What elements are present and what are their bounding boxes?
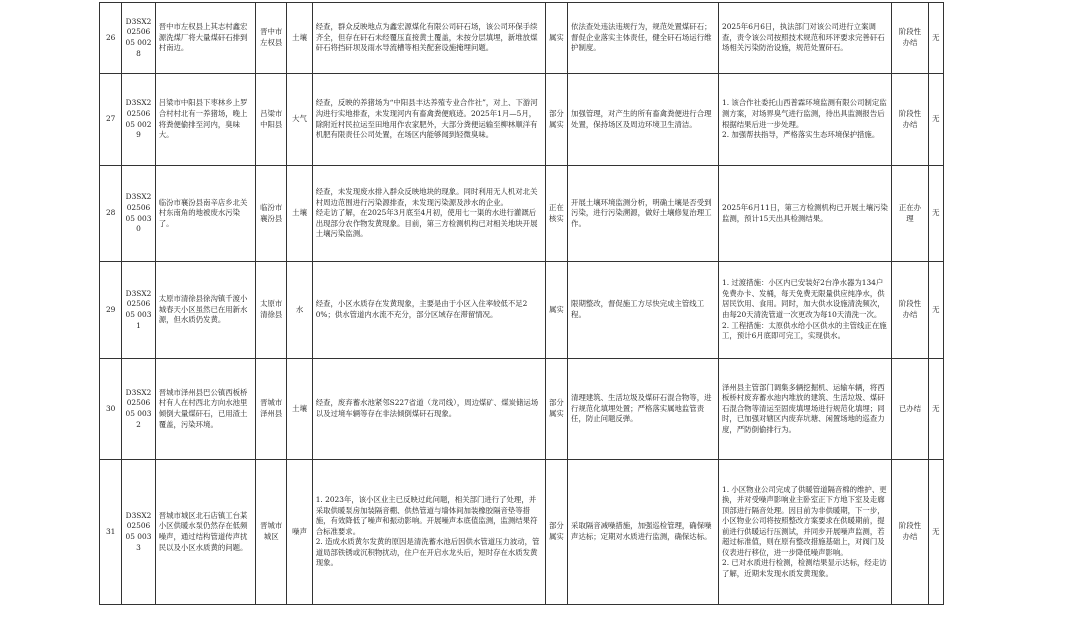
accountability: 无 [928, 74, 943, 166]
handling-measures: 采取隔音减噪措施，加强巡检管理，确保噪声达标；定期对水质进行监测，确保达标。 [568, 460, 719, 605]
complaint-content: 吕梁市中阳县下枣林乡上罗合村村北有一养猪场，晚上将粪便偷排至河内，臭味大。 [155, 74, 255, 166]
complaint-content: 晋中市左权县上其志村鑫宏源洗煤厂将大量煤矸石排到村南边。 [155, 3, 255, 74]
verification-result: 部分属实 [545, 74, 567, 166]
table-row [100, 166, 944, 262]
rectification-progress: 泽州县主管部门调集多辆挖掘机、运输车辆，将西板桥村废弃蓄水池内堆放的建筑、生活垃圾、煤矸石混合物等清运至固废填埋场进行规范化填埋；同时，已加强对辖区内废弃坑塘、闲置场地的巡查力度，严防倒偷排行为。 [719, 359, 892, 460]
handling-measures: 清理建筑、生活垃圾及煤矸石混合物等，进行规范化填埋处置；严格落实属地监管责任，防止问题反弹。 [568, 359, 719, 460]
investigation-findings: 经查，小区水质存在发黄现象，主要是由于小区入住率较低不足20%；供水管道内水流不充分，部分区域存在滞留情况。 [312, 262, 545, 359]
handling-measures: 加强管理，对产生的所有畜禽粪便进行合理处置，保持场区及周边环境卫生清洁。 [568, 74, 719, 166]
complaint-content: 太原市清徐县徐沟镇千渡小城春天小区虽然已在用新水源，但水质仍发黄。 [155, 262, 255, 359]
accountability: 无 [928, 460, 943, 605]
pollution-category: 土壤 [287, 166, 312, 262]
handling-status: 阶段性办结 [892, 3, 928, 74]
verification-result: 正在核实 [545, 166, 567, 262]
case-code: D3SX20250605 0030 [122, 166, 155, 262]
case-code: D3SX20250605 0032 [122, 359, 155, 460]
handling-measures: 依法查处违法违规行为，规范处置煤矸石；督促企业落实主体责任，健全矸石场运行维护制度。 [568, 3, 719, 74]
accountability: 无 [928, 262, 943, 359]
rectification-progress: 1. 过渡措施：小区内已安装好2台净水器为134户免费办卡、发桶，每天免费无限量供应纯净水，供居民饮用、食用。同时，加大供水设施清洗频次，由每20天清洗管道一次更改为每10天清洗一次。 2. 工程措施：太原供水给小区供水的主管线正在施工，预计6月底即可完工，实现供水。 [719, 262, 892, 359]
verification-result: 部分属实 [545, 460, 567, 605]
investigation-findings: 经查，群众反映地点为鑫宏源煤化有限公司矸石场，该公司环保手续齐全，但存在矸石未经覆压直接黄土覆盖，未按分层填埋，新堆放煤矸石将挡矸坝及雨水导流槽等相关配套设施掩埋问题。 [312, 3, 545, 74]
investigation-findings: 经查，反映的养猪场为“中阳县丰达养殖专业合作社”，对上、下游河沟进行实地排查，未发现河内有畜禽粪便痕迹。2025年1月—5月，除附近村民拉运至田地用作农家肥外，大部分粪便运输至柳林顺洋有机肥有限责任公司处置，在场区内能够闻到轻微臭味。 [312, 74, 545, 166]
location: 临汾市襄汾县 [256, 166, 287, 262]
verification-result: 属实 [545, 262, 567, 359]
investigation-findings: 1. 2023年，该小区业主已反映过此问题，相关部门进行了处理，并采取供暖泵房加装隔音棚、供热管道与墙体间加装橡胶隔音垫等措施，有效降低了噪声和振动影响。开展噪声本底值监测，监测结果符合标准要求。 2. 造成水质黄尔发黄的原因是清洗蓄水池后因供水管道压力波动，管道局部铁锈或沉积物扰动，住户在开启水龙头后，短时存在水质发黄现象。 [312, 460, 545, 605]
location: 晋城市城区 [256, 460, 287, 605]
table-row [100, 359, 944, 460]
complaint-content: 临汾市襄汾县南辛店乡北关村东南角的地被废水污染了。 [155, 166, 255, 262]
case-code: D3SX20250605 0033 [122, 460, 155, 605]
pollution-category: 大气 [287, 74, 312, 166]
pollution-category: 土壤 [287, 3, 312, 74]
row-number: 31 [100, 460, 122, 605]
case-code: D3SX20250605 0028 [122, 3, 155, 74]
location: 晋城市泽州县 [256, 359, 287, 460]
row-number: 30 [100, 359, 122, 460]
complaint-handling-table [99, 2, 944, 605]
location: 太原市清徐县 [256, 262, 287, 359]
row-number: 26 [100, 3, 122, 74]
handling-status: 正在办理 [892, 166, 928, 262]
investigation-findings: 经查，废弃蓄水池紧邻S227省道（龙司线），周边煤矿、煤炭储运场以及过境车辆等存在非法倾倒煤矸石现象。 [312, 359, 545, 460]
pollution-category: 噪声 [287, 460, 312, 605]
handling-measures: 开展土壤环境监测分析，明确土壤是否受到污染，进行污染溯源，做好土壤修复治理工作。 [568, 166, 719, 262]
accountability: 无 [928, 359, 943, 460]
investigation-findings: 经查，未发现废水排入群众反映地块的现象。同时利用无人机对北关村周边范围进行污染源排查，未发现污染源及涉水的企业。 经走访了解，在2025年3月底至4月初，使用七一渠的水进行灌溉后出现部分农作物发黄现象。目前，第三方检测机构已对相关地块开展土壤污染监测。 [312, 166, 545, 262]
handling-status: 阶段性办结 [892, 74, 928, 166]
handling-status: 已办结 [892, 359, 928, 460]
accountability: 无 [928, 166, 943, 262]
table-row [100, 262, 944, 359]
handling-status: 阶段性办结 [892, 262, 928, 359]
rectification-progress: 1. 小区物业公司完成了供暖管道隔音棉的维护、更换，并对受噪声影响业主卧室正下方地下室及走廊顶部进行隔音处理。因目前为非供暖期，下一步，小区物业公司将按照整改方案要求在供暖期前，提前进行供暖运行压测试，并同步开展噪声监测，若超过标准值，则在原有整改措施基础上，对阀门及仪表进行移位，进一步降低噪声影响。 2. 已对水质进行检测，检测结果显示达标，经走访了解，近期未发现水质发黄现象。 [719, 460, 892, 605]
handling-status: 阶段性办结 [892, 460, 928, 605]
row-number: 29 [100, 262, 122, 359]
case-code: D3SX20250605 0031 [122, 262, 155, 359]
handling-measures: 限期整改，督促施工方尽快完成主管线工程。 [568, 262, 719, 359]
complaint-content: 晋城市城区北石店镇工台某小区供暖水泵仍然存在低频噪声，通过结构管道传声扰民以及小区水质黄的问题。 [155, 460, 255, 605]
table-body [100, 3, 944, 605]
pollution-category: 土壤 [287, 359, 312, 460]
location: 晋中市左权县 [256, 3, 287, 74]
row-number: 27 [100, 74, 122, 166]
rectification-progress: 2025年6月11日，第三方检测机构已开展土壤污染监测，预计15天出具检测结果。 [719, 166, 892, 262]
table-row [100, 460, 944, 605]
rectification-progress: 2025年6月6日，执法部门对该公司进行立案调查，责令该公司按照技术规范和环评要求完善矸石场相关污染防治设施，规范处置矸石。 [719, 3, 892, 74]
table-row [100, 74, 944, 166]
pollution-category: 水 [287, 262, 312, 359]
case-code: D3SX20250605 0029 [122, 74, 155, 166]
location: 吕梁市中阳县 [256, 74, 287, 166]
row-number: 28 [100, 166, 122, 262]
table-row [100, 3, 944, 74]
verification-result: 属实 [545, 3, 567, 74]
rectification-progress: 1. 该合作社委托山西普霖环境监测有限公司制定监测方案，对场界臭气进行监测，待出具监测报告后根据结果后进一步处理。 2. 加强帮扶指导，严格落实生态环境保护措施。 [719, 74, 892, 166]
accountability: 无 [928, 3, 943, 74]
complaint-content: 晋城市泽州县巴公镇西板桥村有人在村西北方向水池里倾倒大量煤矸石，已用渣土覆盖，污染环境。 [155, 359, 255, 460]
verification-result: 部分属实 [545, 359, 567, 460]
